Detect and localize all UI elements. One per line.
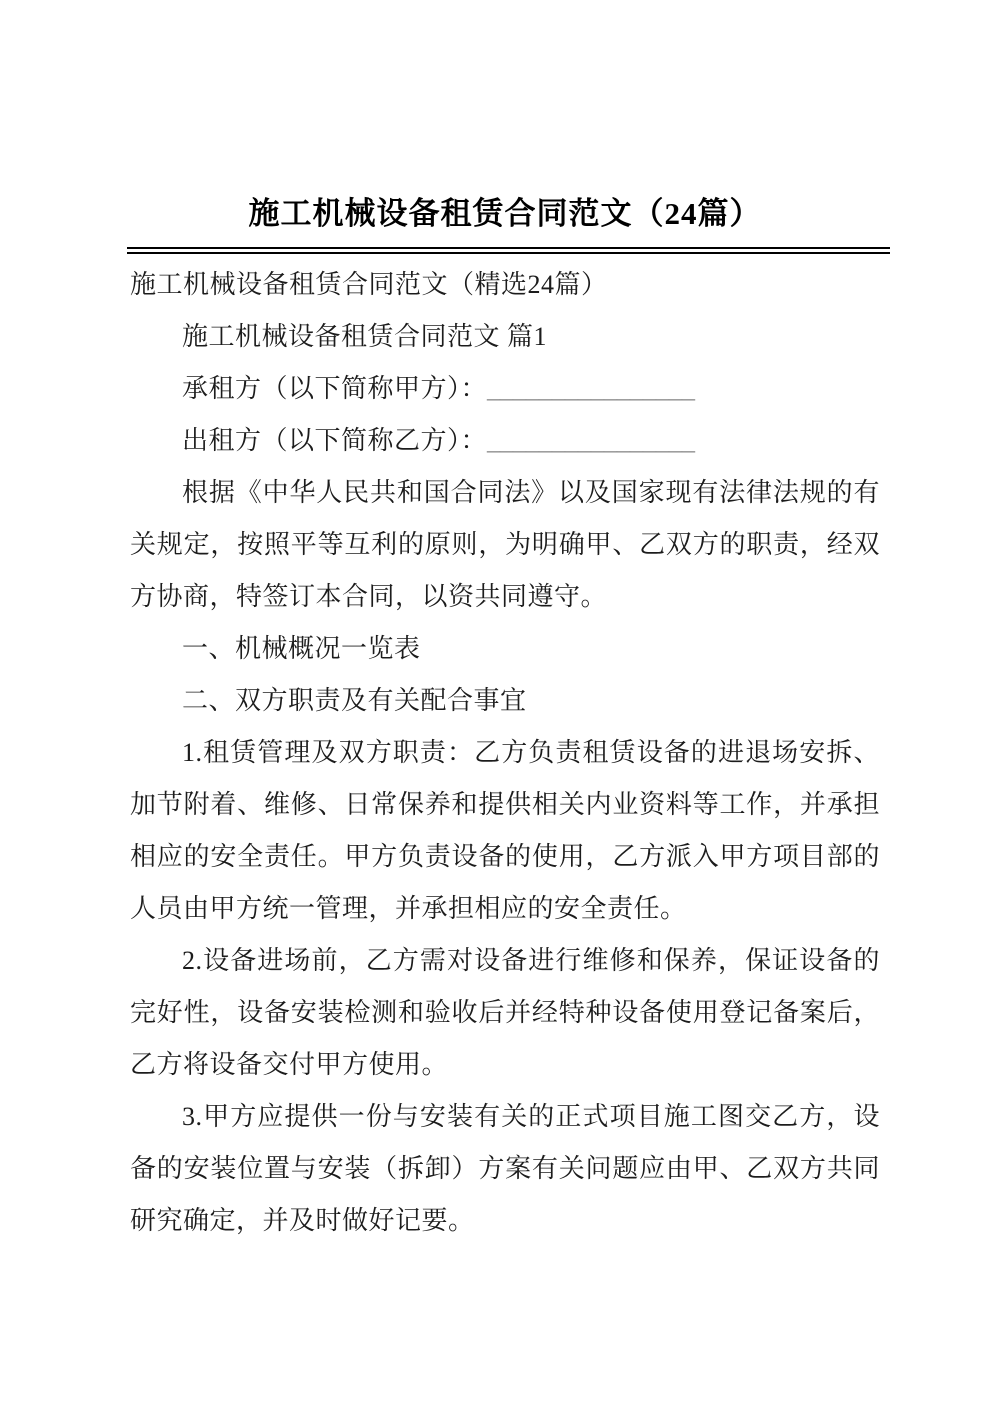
intro-line: 施工机械设备租赁合同范文（精选24篇） — [130, 269, 608, 299]
section-title-line: 施工机械设备租赁合同范文 篇1 — [182, 321, 548, 351]
paragraph-section-heading-2: 二、双方职责及有关配合事宜 — [182, 685, 527, 715]
party-b-blank-field[interactable]: ________________ — [487, 425, 696, 455]
party-b-label: 出租方（以下简称乙方）： — [182, 425, 488, 455]
paragraph-preamble: 根据《中华人民共和国合同法》以及国家现有法律法规的有关规定，按照平等互利的原则，为明确甲、乙双方的职责，经双方协商，特签订本合同，以资共同遵守。 — [130, 477, 880, 611]
document-body — [130, 259, 880, 1247]
paragraph-clause-3: 3.甲方应提供一份与安装有关的正式项目施工图交乙方，设备的安装位置与安装（拆卸）方案有关问题应由甲、乙双方共同研究确定，并及时做好记要。 — [130, 1101, 880, 1235]
party-b-line — [130, 415, 880, 467]
title-divider-double-line — [127, 247, 890, 254]
party-a-label: 承租方（以下简称甲方）： — [182, 373, 488, 403]
paragraph-clause-2: 2.设备进场前，乙方需对设备进行维修和保养，保证设备的完好性，设备安装检测和验收后并经特种设备使用登记备案后，乙方将设备交付甲方使用。 — [130, 945, 880, 1079]
paragraph-clause-1: 1.租赁管理及双方职责：乙方负责租赁设备的进退场安拆、加节附着、维修、日常保养和提供相关内业资料等工作，并承担相应的安全责任。甲方负责设备的使用，乙方派入甲方项目部的人员由甲方统一管理，并承担相应的安全责任。 — [130, 737, 880, 923]
party-a-blank-field[interactable]: ________________ — [487, 373, 696, 403]
document-title: 施工机械设备租赁合同范文（24篇） — [248, 196, 762, 231]
party-a-line — [130, 363, 880, 415]
paragraph-section-heading-1: 一、机械概况一览表 — [182, 633, 421, 663]
